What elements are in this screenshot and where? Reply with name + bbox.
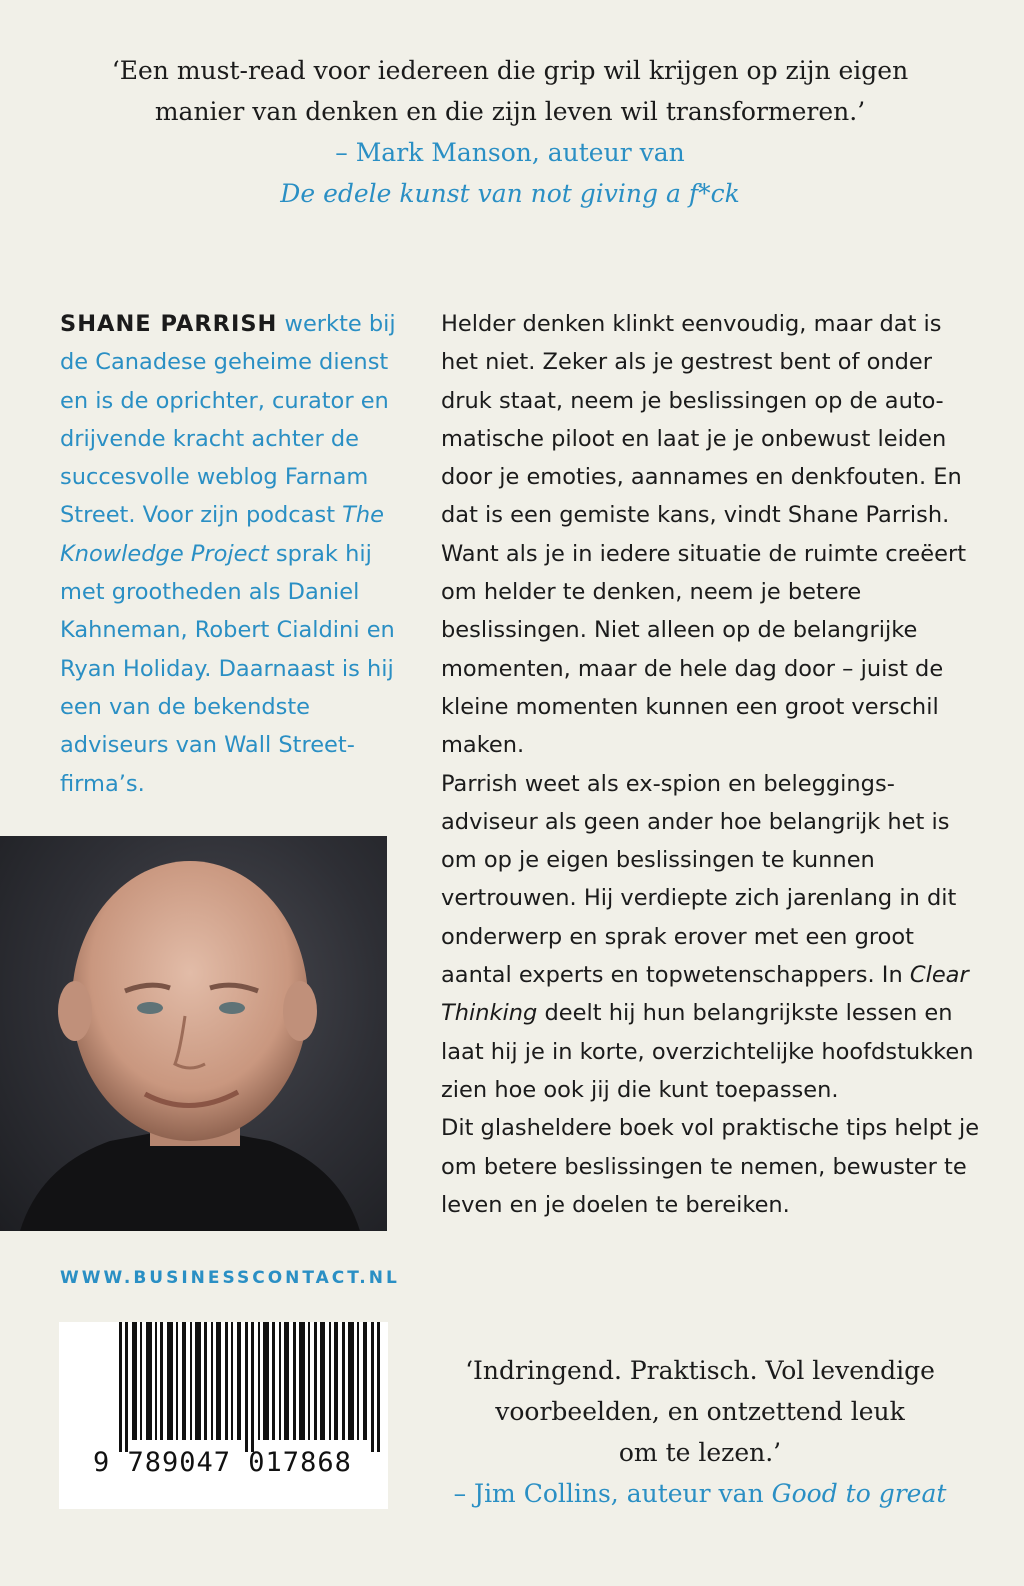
top-quote-attribution: – Mark Manson, auteur van	[335, 138, 685, 167]
barcode-icon	[119, 1322, 389, 1452]
top-quote-line: manier van denken en die zijn leven wil transformeren.’	[154, 97, 866, 126]
isbn-number: 9 789047 017868	[93, 1447, 352, 1478]
author-photo	[0, 836, 387, 1231]
book-title: Clear Thinking	[441, 962, 969, 1027]
attribution-text: – Jim Collins, auteur van	[453, 1479, 772, 1508]
description-text: Parrish weet als ex-spion en beleggingsadviseur als geen ander hoe belangrijk het is om op je eigen beslissingen te kunnen vertrouwen. Hij verdiepte zich jarenlang in dit onderwerp en sprak erover met een groot aantal experts en topwetenschappers. In	[441, 770, 957, 989]
bottom-quote	[440, 1350, 960, 1514]
author-portrait-icon	[0, 836, 387, 1231]
podcast-title: The Knowledge Project	[60, 502, 385, 567]
top-quote	[70, 50, 950, 214]
author-name: SHANE PARRISH	[60, 311, 278, 337]
top-quote-line: ‘Een must-read voor iedereen die grip wil krijgen op zijn eigen	[111, 56, 909, 85]
bottom-quote-line: om te lezen.’	[618, 1438, 782, 1467]
author-bio	[60, 305, 405, 803]
description-paragraph	[441, 765, 981, 1110]
bottom-quote-line: ‘Indringend. Praktisch. Vol levendige	[465, 1356, 935, 1385]
description-paragraph: Helder denken klinkt eenvoudig, maar dat is het niet. Zeker als je gestrest bent of onder druk staat, neem je beslissingen op de automatische piloot en laat je je onbewust leiden door je emoties, aannames en denkfouten. En dat is een gemiste kans, vindt Shane Parrish. Want als je in iedere situatie de ruimte creëert om helder te denken, neem je betere beslissingen. Niet alleen op de belangrijke momenten, maar de hele dag door – juist de kleine momenten kunnen een groot verschil maken.	[441, 311, 967, 759]
bio-text: werkte bij de Canadese geheime dienst en is de oprichter, curator en drijvende kracht achter de succesvolle weblog Farnam Street. Voor zijn podcast	[60, 311, 396, 529]
attribution-book: Good to great	[771, 1479, 947, 1508]
description-text: deelt hij hun belangrijkste lessen en laat hij je in korte, overzichtelijke hoofdstukken zien hoe ook jij die kunt toepassen.	[441, 1000, 974, 1103]
bottom-quote-line: voorbeelden, en ontzettend leuk	[495, 1397, 905, 1426]
book-description	[441, 305, 981, 1224]
publisher-url[interactable]: WWW.BUSINESSCONTACT.NL	[60, 1268, 400, 1288]
description-paragraph: Dit glasheldere boek vol praktische tips helpt je om betere beslissingen te nemen, bewuster te leven en je doelen te bereiken.	[441, 1115, 980, 1218]
bio-text: sprak hij met grootheden als Daniel Kahneman, Robert Cialdini en Ryan Holiday. Daarnaast is hij een van de bekendste adviseurs van Wall Street-firma’s.	[60, 540, 395, 797]
barcode	[59, 1322, 388, 1509]
top-quote-book: De edele kunst van not giving a f*ck	[280, 179, 740, 208]
bottom-quote-attribution	[440, 1473, 960, 1514]
